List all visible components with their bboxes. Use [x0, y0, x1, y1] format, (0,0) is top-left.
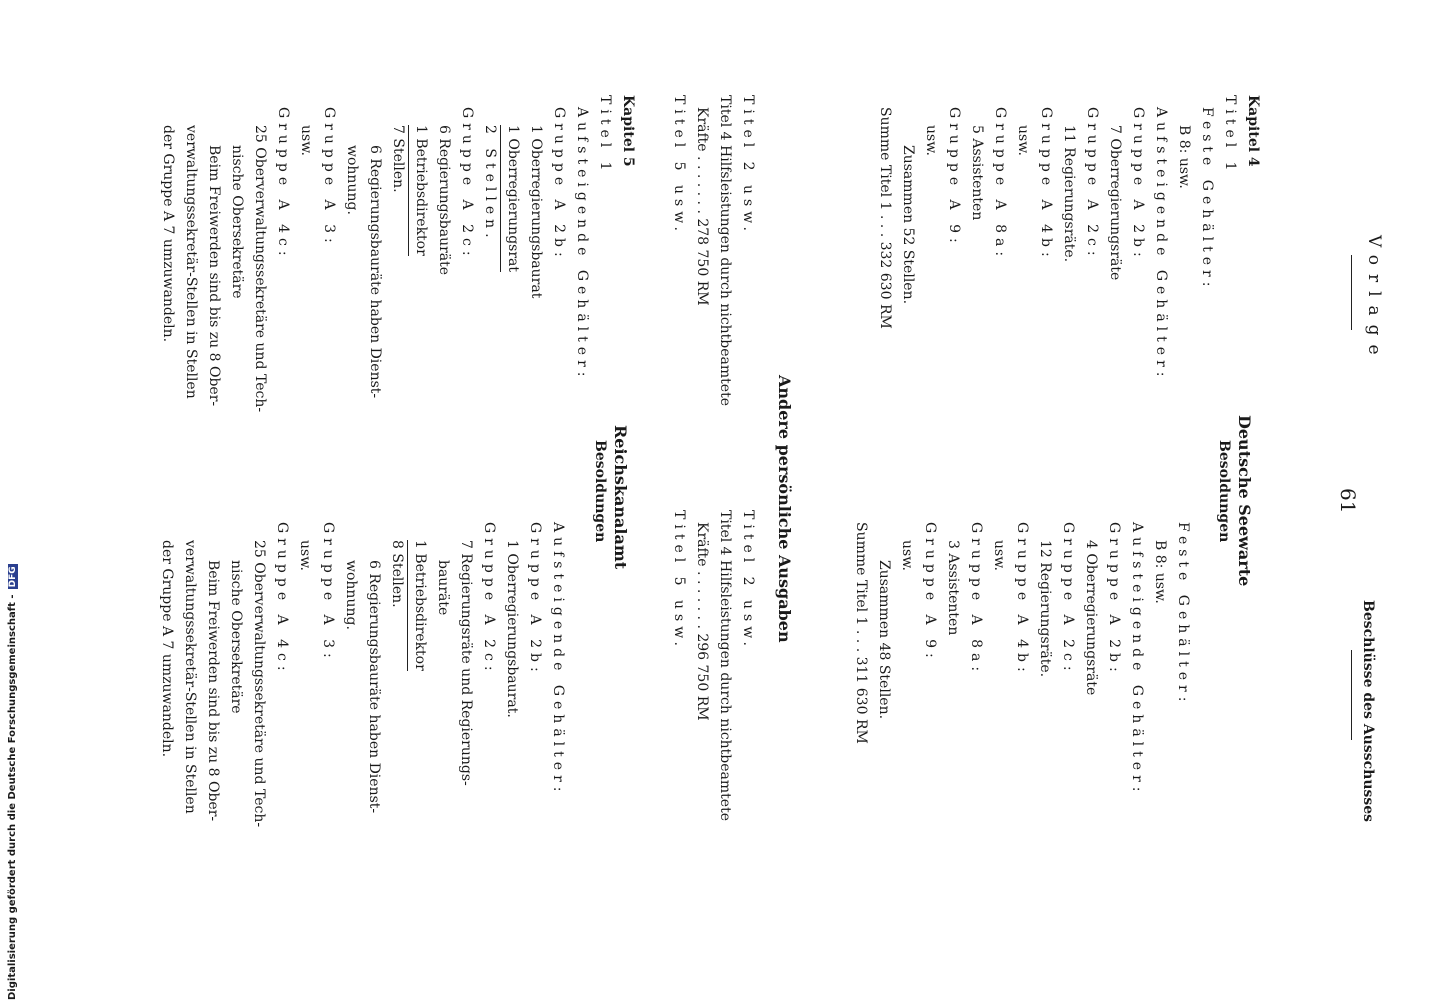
text-line: 1 Oberregierungsbaurat	[528, 125, 544, 299]
text-line: usw.	[899, 540, 915, 571]
text-line: usw.	[991, 540, 1007, 571]
text-line: nische Obersekretäre	[229, 145, 245, 299]
text-line: usw.	[923, 125, 939, 156]
text-line: Beim Freiwerden sind bis zu 8 Ober-	[205, 560, 221, 822]
credit-text: Digitalisierung gefördert durch die Deutsche Forschungsgemeinschaft -	[7, 594, 18, 1000]
text-line: Titel 5 usw.	[671, 95, 687, 236]
text-line: 11 Regierungsräte.	[1061, 125, 1077, 263]
text-line: 12 Regierungsräte.	[1037, 540, 1053, 678]
fraction-line: 1 Oberregierungsrat	[500, 125, 524, 272]
text-line: Aufsteigende Gehälter:	[1153, 107, 1169, 382]
text-line: 25 Oberverwaltungssekretäre und Tech-	[251, 540, 267, 828]
text-line: 6 Regierungsbauräte haben Dienst-	[367, 145, 383, 399]
page-number: 61	[1336, 488, 1360, 514]
text-line: Gruppe A 2b:	[1106, 522, 1122, 677]
header-rule-left	[1351, 255, 1352, 330]
text-line: Feste Gehälter:	[1199, 107, 1215, 292]
left-column-kapitel-4	[873, 95, 1264, 515]
text-line: Gruppe A 3:	[321, 107, 337, 248]
text-line: Gruppe A 4c:	[274, 522, 290, 676]
text-line: Gruppe A 2c:	[481, 522, 497, 676]
text-line: 6 Regierungsbauräte	[436, 125, 452, 276]
titel-heading: Titel 1	[597, 95, 613, 176]
text-line: Gruppe A 8a:	[968, 522, 984, 677]
text-line: usw.	[1015, 125, 1031, 156]
text-line: 5 Assistenten	[969, 125, 985, 221]
text-line: der Gruppe A 7 umzuwandeln.	[159, 540, 175, 758]
text-line: Aufsteigende Gehälter:	[1129, 522, 1145, 797]
kapitel-heading: Kapitel 5	[620, 95, 636, 167]
summe-line: Summe Titel 1 . . . 332 630 RM	[877, 107, 893, 329]
fraction-line: 1 Betriebsdirektor	[408, 125, 432, 256]
text-line: 1 Oberregierungsbaurat.	[504, 540, 520, 718]
kapitel-heading: Kapitel 4	[1245, 95, 1261, 167]
dfg-logo: DFG	[8, 566, 18, 588]
text-line: der Gruppe A 7 umzuwandeln.	[160, 125, 176, 343]
text-line: Zusammen 48 Stellen.	[876, 560, 892, 720]
text-line: bauräte	[435, 560, 451, 616]
right-column-titel	[667, 510, 759, 930]
section-kanal-sub: Besoldungen	[592, 440, 608, 543]
text-line: B 8: usw.	[1176, 125, 1192, 189]
summe-line: Summe Titel 1 . . . 311 630 RM	[853, 522, 869, 744]
text-line: Aufsteigende Gehälter:	[550, 522, 566, 797]
text-line: Kräfte . . . . . . . 278 750 RM	[694, 107, 710, 306]
text-line: Gruppe A 2b:	[527, 522, 543, 677]
text-line	[501, 95, 524, 515]
text-line: B 8: usw.	[1152, 540, 1168, 604]
text-line: Kräfte . . . . . . . 296 750 RM	[694, 522, 710, 721]
text-line: Beim Freiwerden sind bis zu 8 Ober-	[206, 145, 222, 407]
text-line: Gruppe A 2c:	[459, 107, 475, 261]
right-column-kapitel-4	[849, 510, 1194, 930]
text-line: Titel 2 usw.	[740, 510, 756, 651]
text-line: 7 Oberregierungsräte	[1107, 125, 1123, 281]
text-line: Aufsteigende Gehälter:	[574, 107, 590, 382]
text-line: Gruppe A 4b:	[1038, 107, 1054, 262]
text-line: Gruppe A 3:	[320, 522, 336, 663]
section-persoenlich: Andere persönliche Ausgaben	[775, 375, 794, 643]
text-line: Feste Gehälter:	[1175, 522, 1191, 707]
right-column-kapitel-5	[155, 510, 569, 930]
text-line: Gruppe A 2b:	[1130, 107, 1146, 262]
text-line: Gruppe A 8a:	[992, 107, 1008, 262]
left-column-titel	[667, 95, 759, 515]
titel-heading: Titel 1	[1222, 95, 1238, 176]
credit-line	[0, 566, 19, 1000]
text-line: Titel 5 usw.	[671, 510, 687, 651]
text-line: Gruppe A 2c:	[1084, 107, 1100, 261]
section-seewarte: Deutsche Seewarte	[1235, 415, 1254, 587]
text-line: verwaltungssekretär-Stellen in Stellen	[182, 540, 198, 814]
text-line: usw.	[297, 540, 313, 571]
text-line: Gruppe A 4c:	[275, 107, 291, 261]
header-vorlage: Vorlage	[1364, 235, 1384, 364]
text-line	[409, 95, 432, 515]
text-line: 3 Assistenten	[945, 540, 961, 636]
header-beschluesse: Beschlüsse des Ausschusses	[1360, 600, 1376, 823]
fraction-line: 1 Betriebsdirektor	[407, 540, 431, 671]
text-line: Gruppe A 2c:	[1060, 522, 1076, 676]
text-line: 2 Stellen.	[482, 125, 498, 243]
text-line: Titel 4 Hilfsleistungen durch nichtbeamtete	[717, 95, 733, 406]
text-line: verwaltungssekretär-Stellen in Stellen	[183, 125, 199, 399]
text-line: Gruppe A 4b:	[1014, 522, 1030, 677]
text-line: 4 Oberregierungsräte	[1083, 540, 1099, 696]
text-line: Zusammen 52 Stellen.	[900, 145, 916, 305]
text-line: usw.	[298, 125, 314, 156]
text-line: Titel 2 usw.	[740, 95, 756, 236]
section-seewarte-sub: Besoldungen	[1216, 440, 1232, 543]
text-line	[408, 510, 431, 930]
text-line: nische Obersekretäre	[228, 560, 244, 714]
text-line: Gruppe A 9:	[946, 107, 962, 248]
text-line: wohnung.	[343, 560, 359, 630]
text-line: 8 Stellen.	[389, 540, 405, 608]
text-line: Gruppe A 9:	[922, 522, 938, 663]
text-line: 25 Oberverwaltungssekretäre und Tech-	[252, 125, 268, 413]
header-rule-right	[1351, 650, 1352, 740]
text-line: Titel 4 Hilfsleistungen durch nichtbeamtete	[717, 510, 733, 821]
text-line: 6 Regierungsbauräte haben Dienst-	[366, 560, 382, 814]
text-line: Gruppe A 2b:	[551, 107, 567, 262]
text-line: 7 Regierungsräte und Regierungs-	[458, 540, 474, 786]
text-line: wohnung.	[344, 145, 360, 215]
section-kanal: Reichskanalamt	[611, 425, 630, 570]
left-column-kapitel-5	[156, 95, 639, 515]
text-line: 7 Stellen.	[390, 125, 406, 193]
